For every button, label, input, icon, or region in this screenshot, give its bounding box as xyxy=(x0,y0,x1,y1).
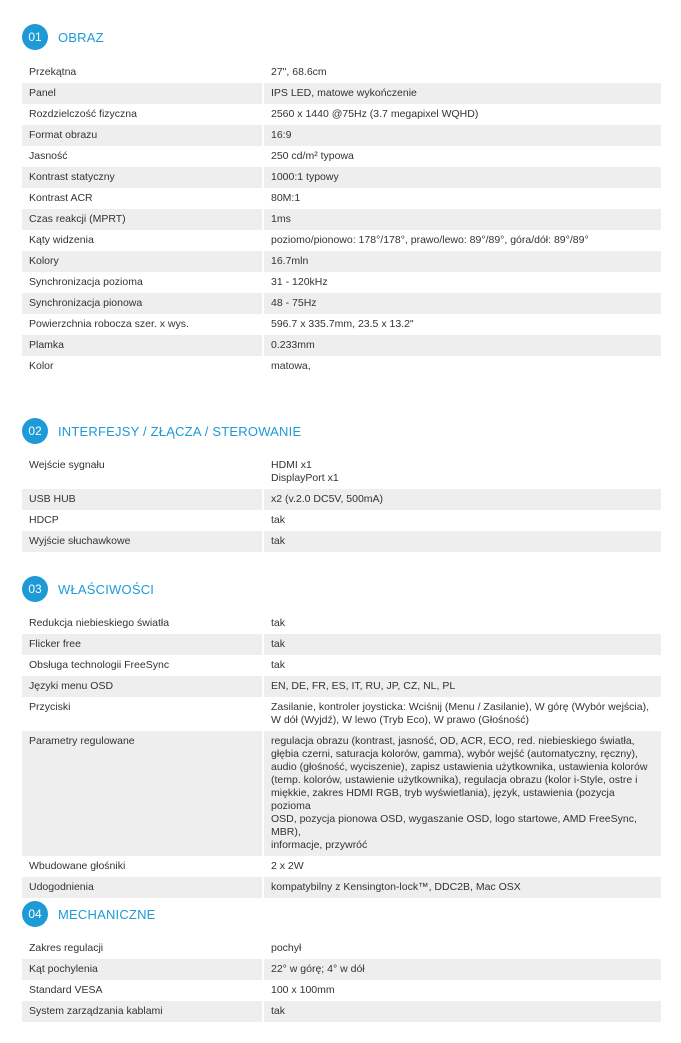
spec-value xyxy=(264,980,661,1001)
spec-value xyxy=(264,188,661,209)
spec-value-line: OSD, pozycja pionowa OSD, wygaszanie OSD, logo startowe, AMD FreeSync, MBR), xyxy=(271,813,637,838)
section-title: WŁAŚCIWOŚCI xyxy=(58,581,155,597)
spec-row xyxy=(22,125,661,146)
spec-label: Rozdzielczość fizyczna xyxy=(29,108,137,120)
spec-value-line: tak xyxy=(271,514,286,526)
spec-value xyxy=(264,731,661,856)
spec-row xyxy=(22,356,661,377)
spec-label: Kolor xyxy=(29,360,54,372)
spec-value xyxy=(264,676,661,697)
spec-label: Kąty widzenia xyxy=(29,234,94,246)
spec-value-line: głębia czerni, saturacja kolorów, gamma), wybór wejść (automatyczny, ręczny), xyxy=(271,748,638,760)
section-number-badge: 03 xyxy=(22,576,48,602)
spec-value-line: 31 - 120kHz xyxy=(271,276,328,288)
spec-value xyxy=(264,531,661,552)
spec-value-line: 1000:1 typowy xyxy=(271,171,339,183)
spec-row xyxy=(22,167,661,188)
spec-label: USB HUB xyxy=(22,489,262,510)
spec-value-line: W dół (Wyjdź), W lewo (Tryb Eco), W prawo (Głośność) xyxy=(271,714,529,726)
spec-label: Czas reakcji (MPRT) xyxy=(22,209,262,230)
spec-value-line: 16:9 xyxy=(271,129,292,141)
spec-row xyxy=(22,251,661,272)
spec-value-line: x2 (v.2.0 DC5V, 500mA) xyxy=(271,493,384,505)
spec-value xyxy=(264,356,661,377)
spec-label: Panel xyxy=(22,83,262,104)
spec-value-line: 22° w górę; 4° w dół xyxy=(271,963,365,975)
spec-label: Standard VESA xyxy=(29,984,103,996)
spec-value xyxy=(264,655,661,676)
spec-row xyxy=(22,314,661,335)
section-header xyxy=(22,901,156,927)
spec-value-line: Zasilanie, kontroler joysticka: Wciśnij (Menu / Zasilanie), W górę (Wybór wejścia), xyxy=(271,701,650,713)
spec-value xyxy=(264,938,661,959)
spec-label: Wbudowane głośniki xyxy=(29,860,126,872)
spec-label: Synchronizacja pozioma xyxy=(29,276,143,288)
spec-value-line: pochył xyxy=(271,942,302,954)
spec-label: Zakres regulacji xyxy=(29,942,104,954)
spec-row xyxy=(22,856,661,877)
spec-value xyxy=(264,62,661,83)
spec-value xyxy=(264,146,661,167)
spec-row xyxy=(22,938,661,959)
spec-value xyxy=(264,613,661,634)
spec-value-line: tak xyxy=(271,1005,286,1017)
section-title: OBRAZ xyxy=(58,29,104,45)
spec-row xyxy=(22,877,661,898)
spec-label: Jasność xyxy=(29,150,68,162)
spec-value xyxy=(264,209,661,230)
spec-row xyxy=(22,980,661,1001)
spec-value-line: tak xyxy=(271,617,286,629)
spec-value-line: DisplayPort x1 xyxy=(271,472,339,484)
spec-value xyxy=(264,83,661,104)
spec-table xyxy=(22,455,661,552)
spec-table xyxy=(22,613,661,898)
spec-row xyxy=(22,455,661,489)
spec-value-line: 2 x 2W xyxy=(271,860,304,872)
spec-label: Przyciski xyxy=(29,701,71,713)
spec-value-line: 27", 68.6cm xyxy=(271,66,327,78)
spec-value-line: HDMI x1 xyxy=(271,459,312,471)
spec-row xyxy=(22,489,661,510)
spec-value-line: 596.7 x 335.7mm, 23.5 x 13.2" xyxy=(271,318,414,330)
section-title: MECHANICZNE xyxy=(58,906,156,922)
spec-label: Synchronizacja pionowa xyxy=(22,293,262,314)
spec-row xyxy=(22,1001,661,1022)
spec-value xyxy=(264,697,661,731)
spec-value xyxy=(264,856,661,877)
spec-row xyxy=(22,209,661,230)
spec-label: Wejście sygnału xyxy=(29,459,105,471)
spec-value-line: audio (głośność, wyciszenie), zapisz ustawienia użytkownika, ustawienia kolorów xyxy=(271,761,648,773)
spec-row xyxy=(22,676,661,697)
section-number-badge: 02 xyxy=(22,418,48,444)
spec-value-line: 250 cd/m² typowa xyxy=(271,150,354,162)
spec-label: Kolory xyxy=(22,251,262,272)
section-header xyxy=(22,418,301,444)
spec-label: Parametry regulowane xyxy=(22,731,262,856)
spec-value-line: kompatybilny z Kensington-lock™, DDC2B, Mac OSX xyxy=(271,881,521,893)
spec-row xyxy=(22,959,661,980)
spec-value-line: 16.7mln xyxy=(271,255,309,267)
spec-row xyxy=(22,83,661,104)
spec-row xyxy=(22,62,661,83)
spec-label: Kąt pochylenia xyxy=(22,959,262,980)
spec-label: Flicker free xyxy=(22,634,262,655)
spec-value xyxy=(264,293,661,314)
spec-label: Wyjście słuchawkowe xyxy=(22,531,262,552)
spec-row xyxy=(22,655,661,676)
spec-value-line: IPS LED, matowe wykończenie xyxy=(271,87,417,99)
spec-value-line: 48 - 75Hz xyxy=(271,297,317,309)
spec-label: System zarządzania kablami xyxy=(22,1001,262,1022)
spec-row xyxy=(22,146,661,167)
spec-row xyxy=(22,230,661,251)
spec-table xyxy=(22,62,661,377)
spec-label: Języki menu OSD xyxy=(22,676,262,697)
spec-label: Kontrast ACR xyxy=(29,192,93,204)
spec-value xyxy=(264,455,661,489)
spec-value xyxy=(264,314,661,335)
spec-row xyxy=(22,510,661,531)
spec-value xyxy=(264,877,661,898)
spec-row xyxy=(22,634,661,655)
spec-label: Powierzchnia robocza szer. x wys. xyxy=(29,318,189,330)
spec-label: Obsługa technologii FreeSync xyxy=(29,659,170,671)
spec-value xyxy=(264,167,661,188)
spec-value-line: informacje, przywróć xyxy=(271,839,368,851)
spec-value-line: matowa, xyxy=(271,360,311,372)
spec-label: Format obrazu xyxy=(22,125,262,146)
spec-row xyxy=(22,272,661,293)
spec-value-line: miękkie, zakres HDMI RGB, tryb wyświetlania), język, ustawienia (pozycja pozioma xyxy=(271,787,615,812)
spec-value xyxy=(264,251,661,272)
spec-label: Kontrast statyczny xyxy=(22,167,262,188)
spec-value xyxy=(264,510,661,531)
spec-row xyxy=(22,188,661,209)
spec-row xyxy=(22,293,661,314)
spec-row xyxy=(22,731,661,856)
spec-value-line: 80M:1 xyxy=(271,192,301,204)
spec-row xyxy=(22,335,661,356)
spec-value-line: 1ms xyxy=(271,213,291,225)
spec-label: HDCP xyxy=(29,514,59,526)
spec-row xyxy=(22,697,661,731)
spec-label: Plamka xyxy=(22,335,262,356)
spec-label: Udogodnienia xyxy=(22,877,262,898)
spec-value-line: tak xyxy=(271,535,286,547)
section-header xyxy=(22,24,104,50)
spec-value xyxy=(264,959,661,980)
spec-value-line: tak xyxy=(271,659,286,671)
section-number-badge: 01 xyxy=(22,24,48,50)
spec-row xyxy=(22,613,661,634)
spec-value xyxy=(264,634,661,655)
spec-value-line: 100 x 100mm xyxy=(271,984,335,996)
spec-value xyxy=(264,230,661,251)
spec-value xyxy=(264,272,661,293)
spec-value xyxy=(264,489,661,510)
spec-label: Przekątna xyxy=(29,66,77,78)
section-header xyxy=(22,576,154,602)
spec-row xyxy=(22,531,661,552)
spec-value xyxy=(264,125,661,146)
spec-value-line: 0.233mm xyxy=(271,339,315,351)
section-title: INTERFEJSY / ZŁĄCZA / STEROWANIE xyxy=(58,423,302,439)
spec-label: Redukcja niebieskiego światła xyxy=(29,617,170,629)
spec-value xyxy=(264,1001,661,1022)
spec-value-line: regulacja obrazu (kontrast, jasność, OD, ACR, ECO, red. niebieskiego światła, xyxy=(271,735,635,747)
spec-row xyxy=(22,104,661,125)
spec-value-line: EN, DE, FR, ES, IT, RU, JP, CZ, NL, PL xyxy=(271,680,456,692)
spec-value-line: tak xyxy=(271,638,286,650)
spec-value-line: 2560 x 1440 @75Hz (3.7 megapixel WQHD) xyxy=(271,108,479,120)
spec-value-line: (temp. kolorów, ustawienie użytkownika), regulacja obrazu (kolor i-Style, ostre i xyxy=(271,774,638,786)
spec-value-line: poziomo/pionowo: 178°/178°, prawo/lewo: 89°/89°, góra/dół: 89°/89° xyxy=(271,234,589,246)
spec-value xyxy=(264,104,661,125)
spec-table xyxy=(22,938,661,1022)
spec-value xyxy=(264,335,661,356)
section-number-badge: 04 xyxy=(22,901,48,927)
